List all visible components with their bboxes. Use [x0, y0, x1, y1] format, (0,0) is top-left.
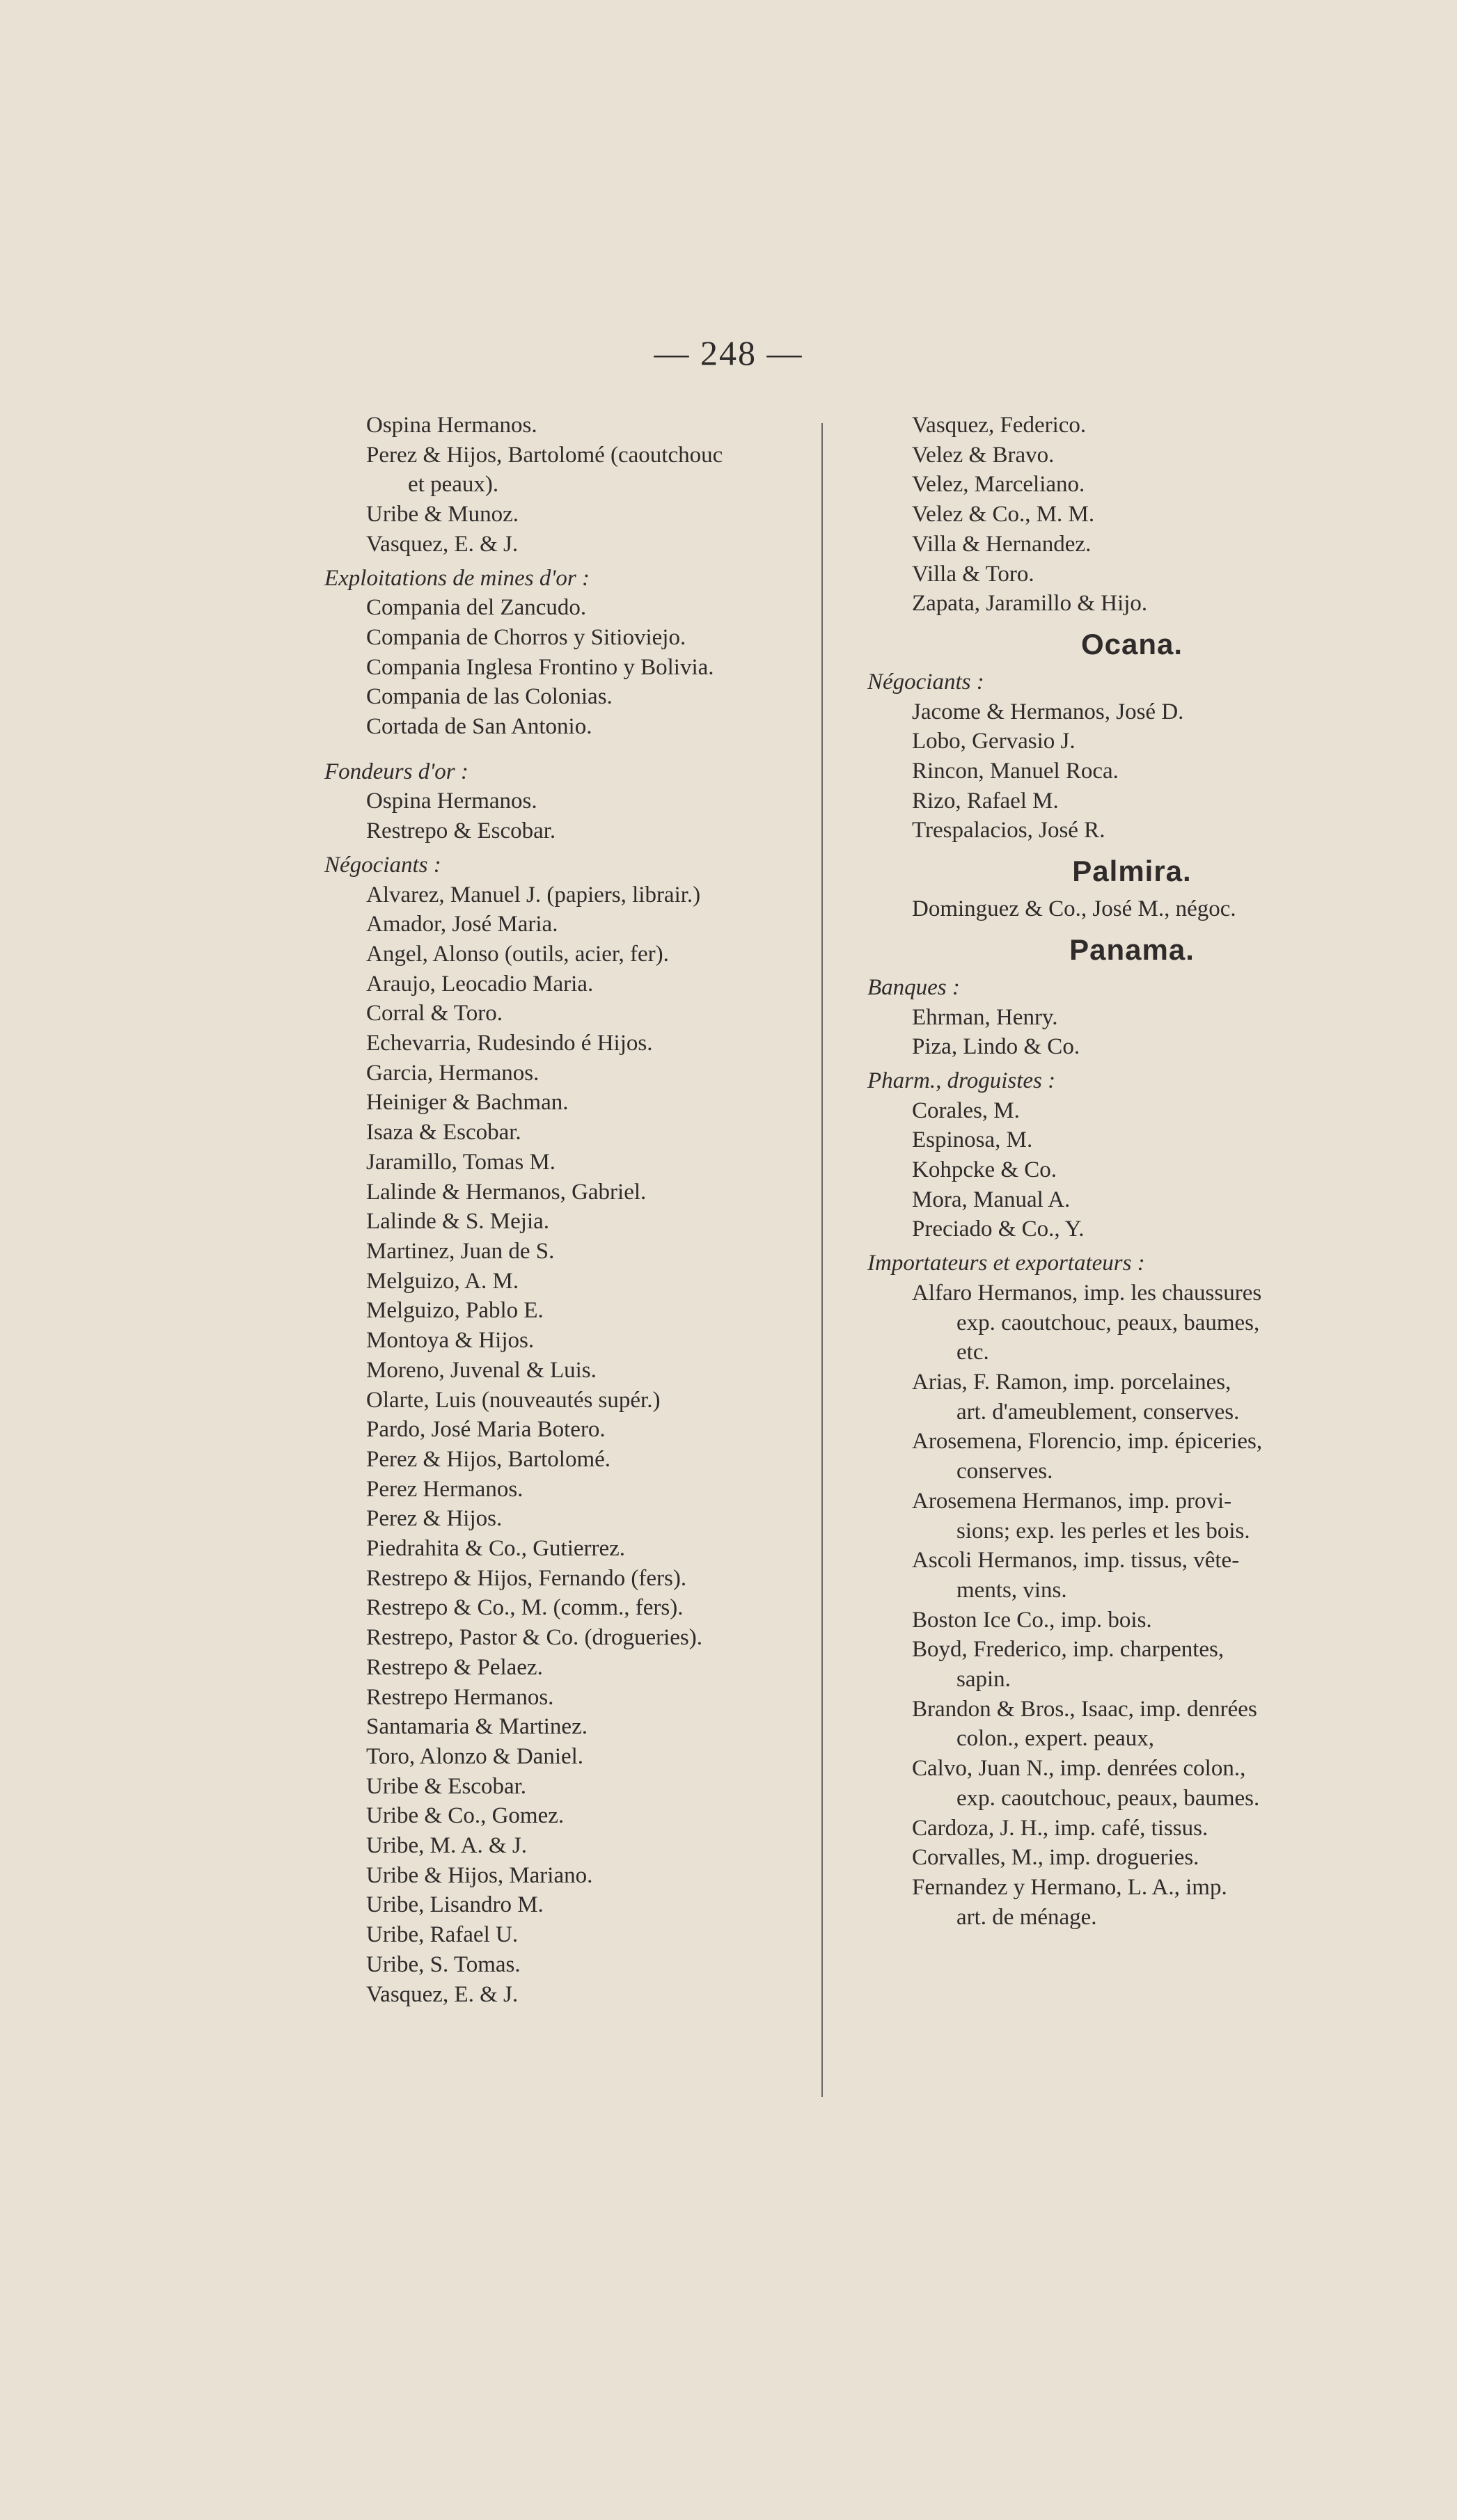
directory-entry: Lobo, Gervasio J. — [912, 729, 1076, 754]
directory-entry: Dominguez & Co., José M., négoc. — [912, 896, 1236, 922]
entry-continuation: exp. caoutchouc, peaux, baumes, — [956, 1310, 1260, 1336]
right-column — [851, 411, 1352, 1932]
directory-entry: Restrepo & Hijos, Fernando (fers). — [366, 1565, 687, 1591]
directory-entry: Mora, Manual A. — [912, 1187, 1071, 1212]
directory-entry: Restrepo & Pelaez. — [366, 1654, 543, 1680]
directory-entry: Alfaro Hermanos, imp. les chaussures — [912, 1280, 1262, 1306]
directory-entry: Espinosa, M. — [912, 1127, 1033, 1153]
directory-entry: Cortada de San Antonio. — [366, 714, 592, 740]
directory-entry: Velez & Bravo. — [912, 442, 1055, 468]
category-heading: Importateurs et exportateurs : — [867, 1251, 1145, 1276]
category-heading: Pharm., droguistes : — [867, 1068, 1056, 1093]
directory-entry: Zapata, Jaramillo & Hijo. — [912, 591, 1148, 617]
entry-continuation: etc. — [956, 1340, 989, 1365]
directory-entry: Uribe, Lisandro M. — [366, 1892, 544, 1918]
directory-entry: Villa & Hernandez. — [912, 531, 1092, 557]
directory-entry: Melguizo, A. M. — [366, 1268, 519, 1294]
entry-continuation: sapin. — [956, 1667, 1011, 1693]
entry-continuation: art. d'ameublement, conserves. — [956, 1399, 1240, 1425]
directory-entry: Uribe, M. A. & J. — [366, 1833, 527, 1859]
city-heading: Panama. — [1069, 933, 1195, 966]
page-number: — 248 — — [654, 333, 803, 372]
directory-entry: Moreno, Juvenal & Luis. — [366, 1357, 597, 1383]
directory-entry: Santamaria & Martinez. — [366, 1714, 588, 1740]
directory-entry: Ehrman, Henry. — [912, 1004, 1058, 1030]
directory-entry: Pardo, José Maria Botero. — [366, 1417, 606, 1443]
directory-entry: Compania de las Colonias. — [366, 684, 613, 710]
directory-entry: Uribe, Rafael U. — [366, 1922, 519, 1948]
directory-entry: Vasquez, E. & J. — [366, 531, 519, 557]
directory-entry: Uribe, S. Tomas. — [366, 1951, 521, 1977]
directory-entry: Kohpcke & Co. — [912, 1157, 1057, 1183]
directory-entry: Trespalacios, José R. — [912, 818, 1105, 843]
directory-entry: Lalinde & Hermanos, Gabriel. — [366, 1179, 647, 1205]
city-heading: Ocana. — [1080, 627, 1183, 660]
entry-continuation: colon., expert. peaux, — [956, 1726, 1155, 1752]
directory-entry: Jaramillo, Tomas M. — [366, 1149, 556, 1175]
directory-entry: Villa & Toro. — [912, 561, 1034, 587]
directory-entry: Restrepo & Co., M. (comm., fers). — [366, 1595, 684, 1621]
city-heading: Palmira. — [1072, 855, 1192, 888]
directory-entry: Perez & Hijos, Bartolomé (caoutchouc — [366, 442, 723, 468]
directory-entry: Preciado & Co., Y. — [912, 1217, 1085, 1242]
directory-entry: Fernandez y Hermano, L. A., imp. — [912, 1874, 1227, 1900]
directory-entry: Piza, Lindo & Co. — [912, 1034, 1080, 1060]
directory-entry: Arias, F. Ramon, imp. porcelaines, — [912, 1369, 1231, 1395]
category-heading: Banques : — [867, 974, 960, 1000]
directory-entry: Arosemena Hermanos, imp. provi- — [912, 1488, 1232, 1514]
spacer — [278, 742, 828, 753]
directory-entry: Corales, M. — [912, 1097, 1020, 1123]
directory-entry: Araujo, Leocadio Maria. — [366, 971, 594, 997]
directory-entry: Compania Inglesa Frontino y Bolivia. — [366, 654, 714, 680]
directory-entry: Echevarria, Rudesindo é Hijos. — [366, 1031, 653, 1056]
directory-entry: Uribe & Escobar. — [366, 1773, 527, 1799]
directory-entry: Boston Ice Co., imp. bois. — [912, 1607, 1152, 1633]
directory-entry: Vasquez, Federico. — [912, 413, 1087, 438]
directory-entry: Lalinde & S. Mejia. — [366, 1209, 550, 1235]
entry-continuation: conserves. — [956, 1459, 1053, 1484]
category-heading: Négociants : — [867, 669, 984, 695]
directory-entry: Heiniger & Bachman. — [366, 1090, 569, 1116]
directory-entry: Rincon, Manuel Roca. — [912, 759, 1119, 784]
directory-entry: Restrepo Hermanos. — [366, 1684, 554, 1710]
directory-entry: Rizo, Rafael M. — [912, 788, 1059, 814]
directory-entry: Garcia, Hermanos. — [366, 1060, 540, 1086]
directory-entry: Melguizo, Pablo E. — [366, 1298, 544, 1324]
directory-entry: Velez, Marceliano. — [912, 472, 1085, 498]
directory-entry: Montoya & Hijos. — [366, 1328, 535, 1354]
entry-continuation: ments, vins. — [956, 1577, 1067, 1603]
directory-entry: Uribe & Hijos, Mariano. — [366, 1862, 593, 1888]
directory-entry: Ospina Hermanos. — [366, 789, 537, 814]
directory-entry: Piedrahita & Co., Gutierrez. — [366, 1536, 626, 1562]
directory-entry: Perez & Hijos, Bartolomé. — [366, 1446, 611, 1472]
directory-entry: Corral & Toro. — [366, 1001, 503, 1027]
directory-entry: Isaza & Escobar. — [366, 1120, 521, 1146]
directory-entry: Uribe & Co., Gomez. — [366, 1803, 565, 1829]
directory-entry: Calvo, Juan N., imp. denrées colon., — [912, 1756, 1246, 1782]
directory-entry: Olarte, Luis (nouveautés supér.) — [366, 1387, 661, 1413]
directory-entry: Velez & Co., M. M. — [912, 502, 1095, 528]
directory-entry: Martinez, Juan de S. — [366, 1238, 555, 1264]
category-heading: Exploitations de mines d'or : — [324, 565, 590, 591]
column-divider — [821, 423, 823, 2097]
entry-continuation: sions; exp. les perles et les bois. — [956, 1518, 1250, 1544]
directory-entry: Cardoza, J. H., imp. café, tissus. — [912, 1815, 1208, 1841]
category-heading: Fondeurs d'or : — [324, 759, 468, 784]
directory-entry: Angel, Alonso (outils, acier, fer). — [366, 941, 669, 967]
directory-entry: Toro, Alonzo & Daniel. — [366, 1743, 584, 1769]
directory-entry: Arosemena, Florencio, imp. épiceries, — [912, 1429, 1263, 1455]
left-column — [278, 411, 828, 2009]
directory-entry: Compania de Chorros y Sitioviejo. — [366, 624, 686, 650]
directory-entry: Alvarez, Manuel J. (papiers, librair.) — [366, 882, 701, 908]
directory-entry: Boyd, Frederico, imp. charpentes, — [912, 1637, 1224, 1663]
entry-continuation: art. de ménage. — [956, 1904, 1097, 1930]
directory-entry: Restrepo, Pastor & Co. (drogueries). — [366, 1625, 702, 1651]
directory-entry: Compania del Zancudo. — [366, 595, 587, 621]
directory-entry: Jacome & Hermanos, José D. — [912, 699, 1184, 724]
directory-entry: Perez Hermanos. — [366, 1476, 523, 1502]
directory-entry: Uribe & Munoz. — [366, 502, 519, 528]
directory-entry: Amador, José Maria. — [366, 912, 558, 937]
directory-entry: Ospina Hermanos. — [366, 413, 537, 438]
directory-entry: Ascoli Hermanos, imp. tissus, vête- — [912, 1548, 1240, 1574]
directory-entry: Restrepo & Escobar. — [366, 818, 556, 844]
directory-entry: Perez & Hijos. — [366, 1506, 503, 1532]
directory-entry: Brandon & Bros., Isaac, imp. denrées — [912, 1696, 1257, 1722]
directory-entry: Vasquez, E. & J. — [366, 1981, 519, 2007]
entry-continuation: exp. caoutchouc, peaux, baumes. — [956, 1785, 1260, 1811]
directory-entry: Corvalles, M., imp. drogueries. — [912, 1845, 1199, 1871]
category-heading: Négociants : — [324, 852, 441, 878]
entry-continuation: et peaux). — [408, 472, 499, 498]
